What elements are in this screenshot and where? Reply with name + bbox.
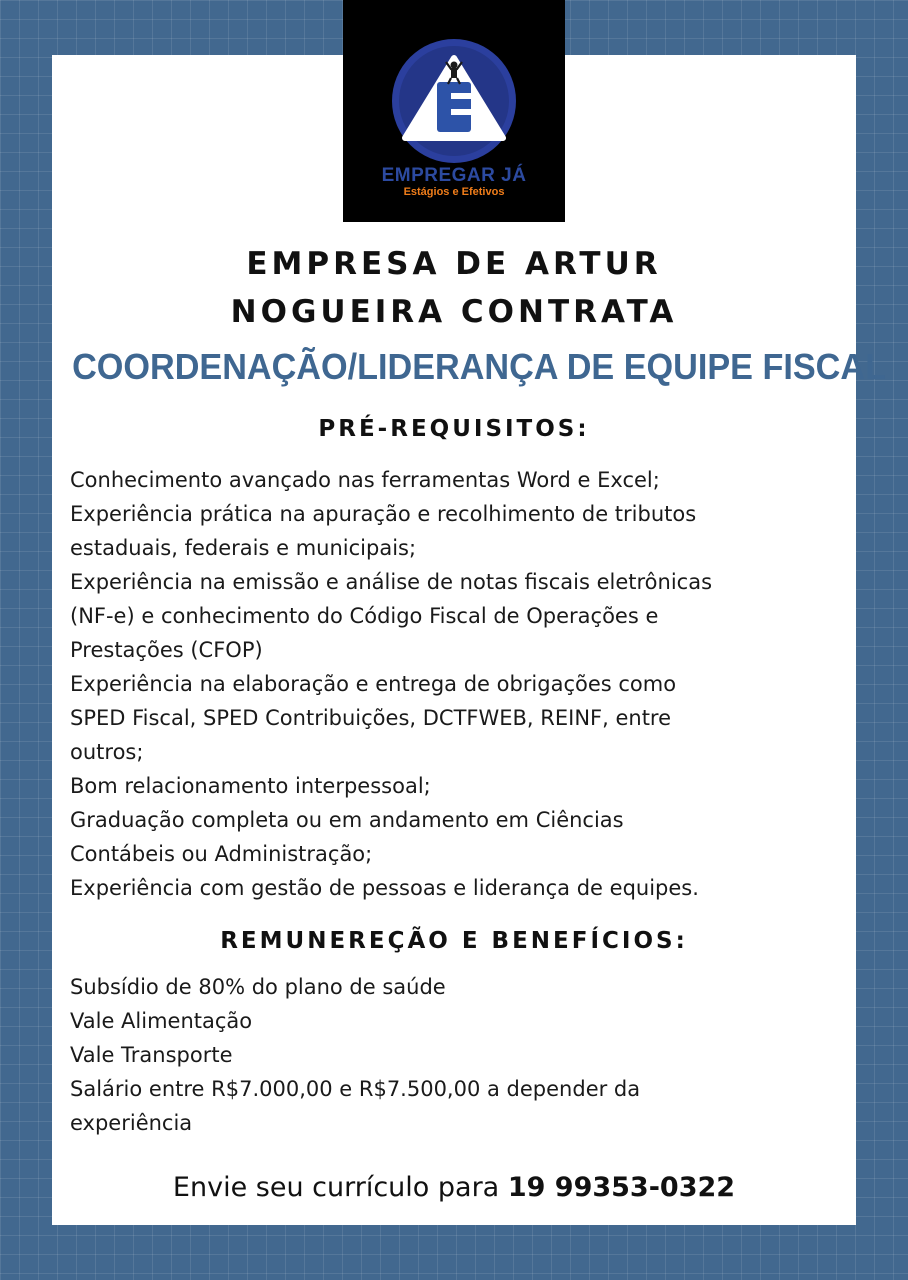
- requirements-line: Graduação completa ou em andamento em Ciências: [70, 808, 624, 832]
- headline-line-2: NOGUEIRA CONTRATA: [230, 294, 678, 330]
- requirements-line: outros;: [70, 740, 144, 764]
- logo: [343, 0, 565, 222]
- logo-name: EMPREGAR JÁ: [381, 165, 527, 186]
- headline-line-1: EMPRESA DE ARTUR: [246, 246, 662, 282]
- benefits-line: Subsídio de 80% do plano de saúde: [70, 975, 446, 999]
- requirements-line: Bom relacionamento interpessoal;: [70, 774, 431, 798]
- requirements-line: SPED Fiscal, SPED Contribuições, DCTFWEB, REINF, entre: [70, 706, 672, 730]
- logo-subtitle: Estágios e Efetivos: [403, 186, 505, 198]
- call-to-action: [52, 1172, 856, 1203]
- triangle-e-person-logo-icon: [391, 38, 517, 164]
- contact-phone: 19 99353-0322: [507, 1172, 736, 1203]
- requirements-line: Experiência com gestão de pessoas e liderança de equipes.: [70, 876, 699, 900]
- requirements-line: Experiência prática na apuração e recolhimento de tributos: [70, 502, 697, 526]
- requirements-title: PRÉ-REQUISITOS:: [318, 416, 590, 442]
- requirements-line: Contábeis ou Administração;: [70, 842, 373, 866]
- cta-text: Envie seu currículo para: [172, 1172, 508, 1203]
- benefits-line: Vale Alimentação: [70, 1009, 253, 1033]
- benefits-line: Vale Transporte: [70, 1043, 233, 1067]
- requirements-line: (NF-e) e conhecimento do Código Fiscal de Operações e: [70, 604, 659, 628]
- job-role-title: COORDENAÇÃO/LIDERANÇA DE EQUIPE FISCAL: [72, 346, 886, 387]
- benefits-list: [70, 970, 840, 1140]
- headline: [52, 240, 856, 336]
- requirements-line: Prestações (CFOP): [70, 638, 263, 662]
- requirements-line: Conhecimento avançado nas ferramentas Word e Excel;: [70, 468, 660, 492]
- benefits-line: experiência: [70, 1111, 193, 1135]
- requirements-line: Experiência na emissão e análise de notas fiscais eletrônicas: [70, 570, 713, 594]
- requirements-list: [70, 463, 840, 905]
- requirements-line: Experiência na elaboração e entrega de obrigações como: [70, 672, 677, 696]
- benefits-title: REMUNEREÇÃO E BENEFÍCIOS:: [220, 928, 688, 954]
- benefits-line: Salário entre R$7.000,00 e R$7.500,00 a depender da: [70, 1077, 641, 1101]
- requirements-line: estaduais, federais e municipais;: [70, 536, 417, 560]
